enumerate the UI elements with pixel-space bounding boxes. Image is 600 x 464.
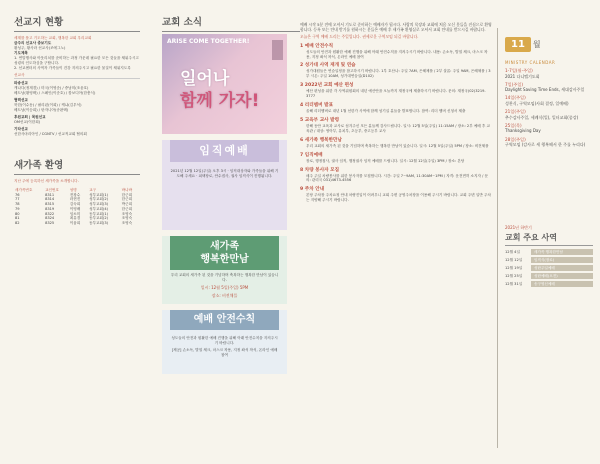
schedule-title: 교회 주요 사역 [505, 232, 593, 246]
table-cell: 성부교회(3) [89, 202, 109, 207]
table-cell: 임소미 [69, 211, 81, 216]
mission-line: 베트남(황영택) / 스페인(이준호) / 캄보디아(한충식) [14, 91, 96, 95]
table-cell: 8324 [45, 216, 55, 221]
mission-status-title: 선교지 현황 [14, 14, 140, 32]
newcomer-head-line: 새가족 [210, 241, 239, 252]
newcomer-head-line: 행복한만남 [200, 254, 249, 265]
news-item-desc: 매주 주일 차량봉사를 위한 봉사자를 모집합니다. 시간: 주일 7~9AM, 11:30AM~1PM / 자격: 운전면허 소지자 / 문의: 관리국 031)4673-4556 [306, 173, 488, 183]
schedule-section [505, 225, 593, 287]
news-item-desc: 예산 편성을 위한 각 사역위원회의 내년 예산안을 오늘까지 재정국에 제출하시기 바랍니다. 문의: 재정국(02)3219-3777 [306, 89, 486, 99]
schedule-row [505, 273, 593, 279]
news-item-title: 2 성가대 사역 재개 및 연습 [300, 63, 356, 69]
mission-line: 1. 연말행사와 아웃리치를 준비하는 과정 가운데 필요한 모든 것들을 채워주시고 성령의 인도하심을 구합니다. [14, 56, 139, 65]
table-cell: 동부교회(3) [89, 221, 109, 226]
calendar-date: 7일(주일) [505, 81, 524, 87]
schedule-list [505, 249, 593, 287]
table-row [14, 221, 140, 226]
table-cell: 전창수 [69, 192, 81, 197]
news-intro: 예배 시작 5분 전에 오셔서 기도로 준비하는 예배자가 됩시다. 사랑의 목장과 교회에 처음 오신 분들을 진심으로 환영합니다. 등록 또는 안내 받기를 원하시는 분들은 예배 후 새가족 환영실로 오셔서 교회 안내를 받으시길 바랍니다. [300, 22, 492, 33]
newcomer-box [162, 236, 287, 304]
table-cell: 조영숙 [121, 211, 133, 216]
news-item-desc: 우리 교회의 새가족 된 것을 기념하며 축복하는 행복한 만남이 있습니다. 일시: 12월 5일(주일) 5PM / 장소: 비전채플 [306, 143, 489, 148]
table-cell: 8311 [45, 192, 55, 197]
table-cell: 동부교회(1) [89, 211, 109, 216]
month-suffix: 월 [532, 40, 541, 49]
schedule-small-title: 2021년 하반기 [505, 225, 532, 231]
calendar-column [505, 32, 593, 287]
news-item-desc: 올해 리더멤버로 내년 1월 선한가 사역에 함께 섬기실 분들을 발표합니다. 참여: 리더 멤버 신청서 제출 [306, 109, 466, 114]
news-item-title: 9 주차 안내 [300, 187, 325, 193]
news-item-desc: 성가대원들은 연습일정을 참고하시기 바랍니다. 1부 호산나: 주일 7AM, 은혜채플 / 2부 샬롬: 주일 9AM, 은혜채플 / 3부 시온: 주일 10AM, 성가대연습실(D102) [306, 69, 491, 79]
schedule-event: 성탄예배(오전) [531, 273, 593, 279]
welcome-header: 교인번호 [45, 187, 59, 192]
news-item [300, 187, 492, 203]
poster-top-text: ARISE COME TOGETHER! [167, 38, 250, 45]
table-cell: 성부교회(1) [89, 192, 109, 197]
safety-body: 성도들의 안전과 원활한 예배 진행을 위해 아래 안전수칙을 지켜주시기 바랍니다. [171, 336, 278, 345]
calendar-entry [505, 123, 593, 134]
table-cell: 조영숙 [121, 216, 133, 221]
mission-line: 협력선교 [14, 98, 28, 102]
month-header [505, 32, 593, 52]
mission-line: 금주의 선교사 중보기도 [14, 41, 52, 45]
newcomer-body: 우리 교회의 새가족 된 것을 기념하며 축복하는 행복한 만남이 있습니다. [170, 273, 279, 282]
calendar-event: Thanksgiving Day [505, 128, 541, 134]
mission-line: 기타선교 [14, 127, 28, 131]
news-item [300, 103, 492, 114]
news-item-desc: 한해 동안 교육과 교사로 섬겨주신 모든 분들께 감사드립니다. 일시: 12월 5일(주일) 11:15AM / 장소: 2부 예배 후 교육관 / 대상: 영아부, 유치부, 초등부, 중고등부 교사 [306, 123, 490, 133]
calendar-entry [505, 95, 593, 106]
ordination-body: 2021년 12월 12일(주일) 오후 3시 · 임직대상자와 가족들을 위해 기도해 주세요 · 피택장로, 안수집사, 권사 임직식이 진행됩니다. [170, 169, 279, 178]
news-item [300, 83, 492, 99]
schedule-row [505, 249, 593, 255]
calendar-list [505, 68, 593, 147]
news-intro-red: 오늘은 구역 예배 드리는 주일입니다. 권세로운 구역모임 되길 바랍니다. [300, 34, 419, 40]
news-list [300, 44, 492, 204]
table-cell: 동부교회(2) [89, 216, 109, 221]
announcements-column [300, 22, 492, 203]
calendar-event: 추수감사주일, 세례식(일), 일터교회(종강) [505, 114, 579, 120]
column-divider [497, 28, 498, 448]
table-cell: 8325 [45, 221, 55, 226]
mission-line: 기도제목 [14, 51, 28, 55]
mission-line: 선교사 [14, 73, 140, 79]
news-item-title: 8 차량 봉사자 모집 [300, 167, 340, 173]
welcome-header: 성명 [69, 187, 77, 192]
schedule-date: 12월 31일 [505, 281, 523, 286]
news-item-desc: 장로, 행정집사, 권사 임직, 행정권사 임직 예배를 드립니다. 일시: 12월 12일(주일) 3PM / 장소: 본당 [306, 158, 465, 163]
news-column [162, 28, 287, 374]
calendar-entry [505, 82, 593, 93]
schedule-date: 12월 4일 [505, 249, 520, 254]
table-cell: 이융희 [69, 221, 81, 226]
mission-line: 북한(이수동) / 필리핀(이희) / 케냐(김우석) [14, 103, 82, 107]
schedule-event: 송구영신예배 [531, 281, 593, 287]
welcome-header: 교구 [89, 187, 97, 192]
news-item-title: 5 교육부 교사 발령 [300, 117, 340, 123]
safety-body2: [제공] 손소독, 발열 체크, 마스크 착용, 지정 좌석 착석, 온라인 예배 참여 [171, 348, 278, 357]
poster-image [162, 34, 287, 134]
newcomer-head [170, 236, 279, 270]
news-item-title: 4 리더멤버 발표 [300, 103, 334, 109]
calendar-entry [505, 137, 593, 148]
table-cell: 한근희 [121, 192, 133, 197]
welcome-header: 새가족번호 [15, 187, 33, 192]
mission-line: 선한사마리아인 / CGNTV / 선교적교회 협의회 [14, 132, 87, 136]
news-column-title: 교회 소식 [162, 14, 300, 32]
ordination-box [162, 140, 287, 230]
table-cell: 김숙희 [69, 202, 81, 207]
table-cell: 박근희 [121, 202, 133, 207]
month-badge: 11 [505, 37, 531, 52]
calendar-date: 21일(주일) [505, 109, 526, 115]
newcomer-place: 장소: 비전채플 [211, 292, 238, 298]
table-cell: 81 [15, 216, 20, 221]
calendar-event: 성찬식, 구역모임(사회 결정, 일예배) [505, 100, 569, 106]
schedule-date: 12월 25일 [505, 273, 523, 278]
schedule-row [505, 265, 593, 271]
mission-column [14, 14, 140, 226]
mission-line: 황성주, 황사라 선교사(조에그노) [14, 46, 66, 50]
calendar-entry [505, 109, 593, 120]
table-cell: 한근희 [121, 206, 133, 211]
calendar-event: Daylight Saving Time Ends, 세대감사주일 [505, 87, 585, 93]
mission-line: 베트남(이승희) / 탄자니아(송완택) [14, 108, 69, 112]
table-cell: 78 [15, 202, 20, 207]
schedule-row [505, 257, 593, 263]
poster-main-text [180, 68, 259, 112]
news-item [300, 153, 492, 164]
welcome-table [14, 187, 140, 226]
news-item-title: 3 2022년 교회 예산 편성 [300, 83, 354, 89]
news-item-title: 7 임직예배 [300, 152, 323, 158]
mission-line: 캐나다(정재경) / 미국(이영준) / 중남미(조윤호) [14, 86, 89, 90]
table-cell: 8319 [45, 206, 55, 211]
table-cell: 조영숙 [121, 221, 133, 226]
news-item [300, 138, 492, 149]
schedule-event: 성탄주일예배 [531, 265, 593, 271]
table-cell: 최유경 [69, 216, 81, 221]
table-cell: 8314 [45, 197, 55, 202]
welcome-text: 지난 주에 등록하신 새가족을 소개합니다. [14, 179, 79, 183]
table-cell: 성부교회(4) [89, 206, 109, 211]
mission-subtitle: 세계를 품고 기도하는 교회, 행복한 교회 우리교회 [14, 36, 92, 40]
calendar-date: 25일(목) [505, 122, 522, 128]
safety-head: 예배 안전수칙 [170, 310, 279, 330]
ordination-head: 임직예배 [170, 140, 279, 162]
poster-main-line: 함께 가자! [180, 91, 260, 111]
table-cell: 79 [15, 206, 20, 211]
newcomer-time: 일시: 12월 5일(주일) 5PM [200, 285, 249, 290]
poster-badge [272, 40, 283, 60]
calendar-date: 14일(주일) [505, 95, 526, 101]
table-cell: 한근희 [121, 197, 133, 202]
calendar-entry [505, 68, 593, 79]
news-item [300, 118, 492, 134]
welcome-table-body [14, 193, 140, 227]
welcome-title: 새가족 환영 [14, 157, 140, 175]
news-item-title: 1 예배 안전수칙 [300, 43, 334, 49]
poster-main-line: 일어나 [180, 69, 230, 89]
mission-line: 후원교회 | 목원선교 [14, 115, 46, 119]
news-item [300, 168, 492, 184]
mission-line: 2. 선교센터의 사역자 가족들이 건강 지켜주시고 필요한 물질이 채워지도록 [14, 66, 131, 70]
schedule-date: 12월 12일 [505, 257, 523, 262]
schedule-row [505, 281, 593, 287]
table-cell: 라현진 [69, 197, 81, 202]
news-item [300, 44, 492, 60]
table-cell: 성부교회(2) [89, 197, 109, 202]
schedule-event: 새가족 행복한만남 [531, 249, 593, 255]
calendar-event: 2021 다니엘기도회 [505, 73, 540, 79]
mission-line: OM선교(이한희) [14, 120, 41, 124]
table-cell: 82 [15, 221, 20, 226]
table-cell: 76 [15, 192, 20, 197]
schedule-date: 12월 19일 [505, 265, 523, 270]
calendar-title: MINISTRY CALENDAR [505, 60, 556, 65]
calendar-event: 구역모임 (감사로 세 행복해서 한 주를 누리다) [505, 142, 586, 148]
news-item-desc: 성도들의 안전과 원활한 예배 진행을 위해 아래 안전수칙을 지켜주시기 바랍니다. 내용: 손소독, 발열 체크, 마스크 착용, 지정 좌석 착석, 온라인 예배 참여 [306, 49, 488, 59]
schedule-event: 임직식(장로) [531, 257, 593, 263]
news-item-title: 6 새가족 행복한만남 [300, 137, 342, 143]
news-item [300, 63, 492, 79]
calendar-date: 1-7일(월-주일) [505, 68, 533, 73]
table-cell: 80 [15, 211, 20, 216]
safety-box [162, 310, 287, 374]
table-cell: 8322 [45, 211, 55, 216]
mission-line: 파송선교 [14, 81, 28, 85]
news-item-desc: 본당 주차장 주차요청 안내 차량진입이 어려우니 교회 주변 공영주차장을 이용해 주시기 바랍니다. 교회 주변 일반 주차는 지양해 주시기 바랍니다. [306, 193, 491, 203]
table-cell: 77 [15, 197, 20, 202]
table-cell: 8315 [45, 202, 55, 207]
calendar-date: 28일(주일) [505, 136, 526, 142]
welcome-header: 바나바 [121, 187, 133, 192]
table-cell: 이영배 [69, 206, 81, 211]
